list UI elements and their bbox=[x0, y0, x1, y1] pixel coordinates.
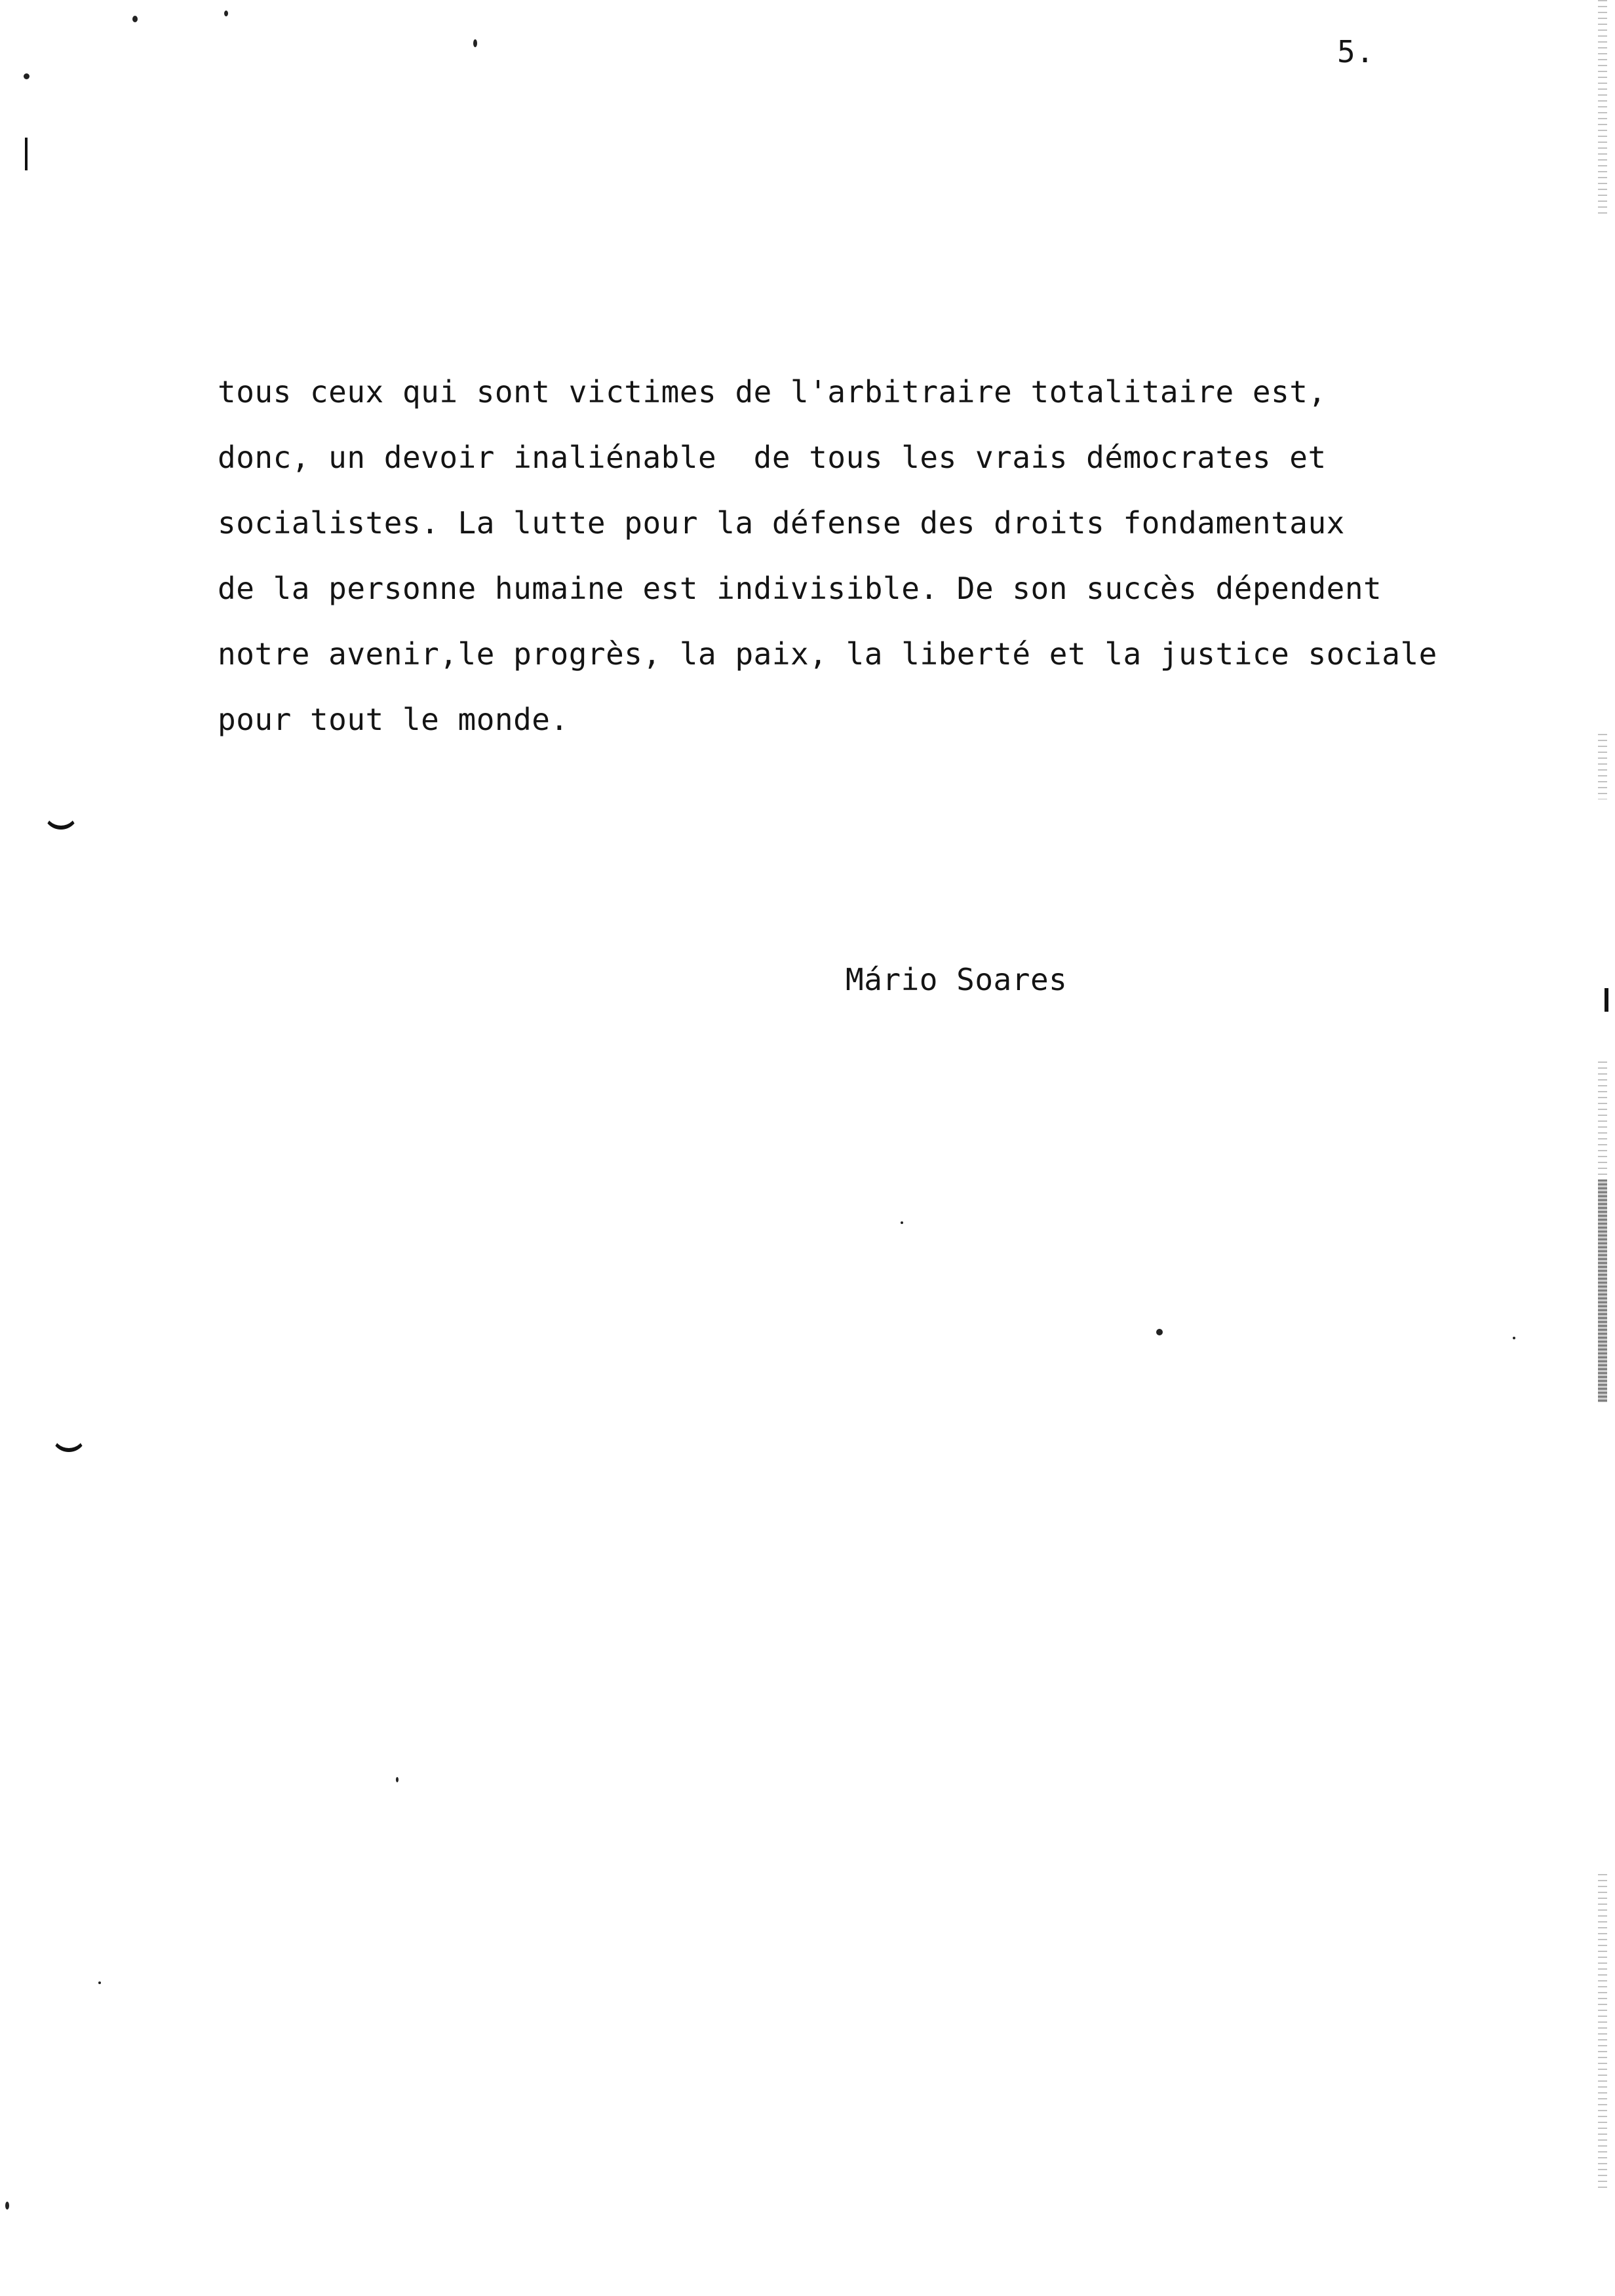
scan-edge-noise bbox=[1598, 1874, 1607, 2189]
text-line: pour tout le monde. bbox=[218, 702, 569, 737]
hole-punch-mark bbox=[43, 806, 79, 830]
text-line: donc, un devoir inaliénable de tous les vrais démocrates et bbox=[218, 440, 1327, 475]
hole-punch-mark bbox=[51, 1428, 87, 1452]
scan-mark bbox=[1605, 988, 1608, 1012]
text-line: de la personne humaine est indivisible. De son succès dépendent bbox=[218, 571, 1382, 606]
scan-speck bbox=[224, 10, 228, 16]
scan-edge-noise bbox=[1598, 734, 1607, 799]
scan-speck bbox=[1156, 1329, 1163, 1335]
scan-edge-noise bbox=[1598, 0, 1607, 216]
scan-speck bbox=[396, 1777, 399, 1782]
scan-mark bbox=[25, 138, 28, 170]
text-line: socialistes. La lutte pour la défense des droits fondamentaux bbox=[218, 505, 1345, 541]
text-line: tous ceux qui sont victimes de l'arbitraire totalitaire est, bbox=[218, 374, 1327, 410]
scan-speck bbox=[5, 2202, 9, 2210]
body-paragraph bbox=[218, 359, 1561, 752]
scan-speck bbox=[24, 73, 29, 79]
scan-speck bbox=[901, 1221, 903, 1224]
scan-speck bbox=[1513, 1337, 1515, 1339]
scan-speck bbox=[98, 1981, 101, 1984]
scan-speck bbox=[132, 16, 138, 22]
scan-edge-noise bbox=[1598, 1062, 1607, 1179]
signature-name: Mário Soares bbox=[846, 962, 1068, 997]
text-line: notre avenir,le progrès, la paix, la liberté et la justice sociale bbox=[218, 636, 1437, 672]
page-number: 5. bbox=[1337, 34, 1375, 69]
scan-speck bbox=[473, 39, 477, 47]
scan-edge-noise bbox=[1598, 1179, 1607, 1402]
